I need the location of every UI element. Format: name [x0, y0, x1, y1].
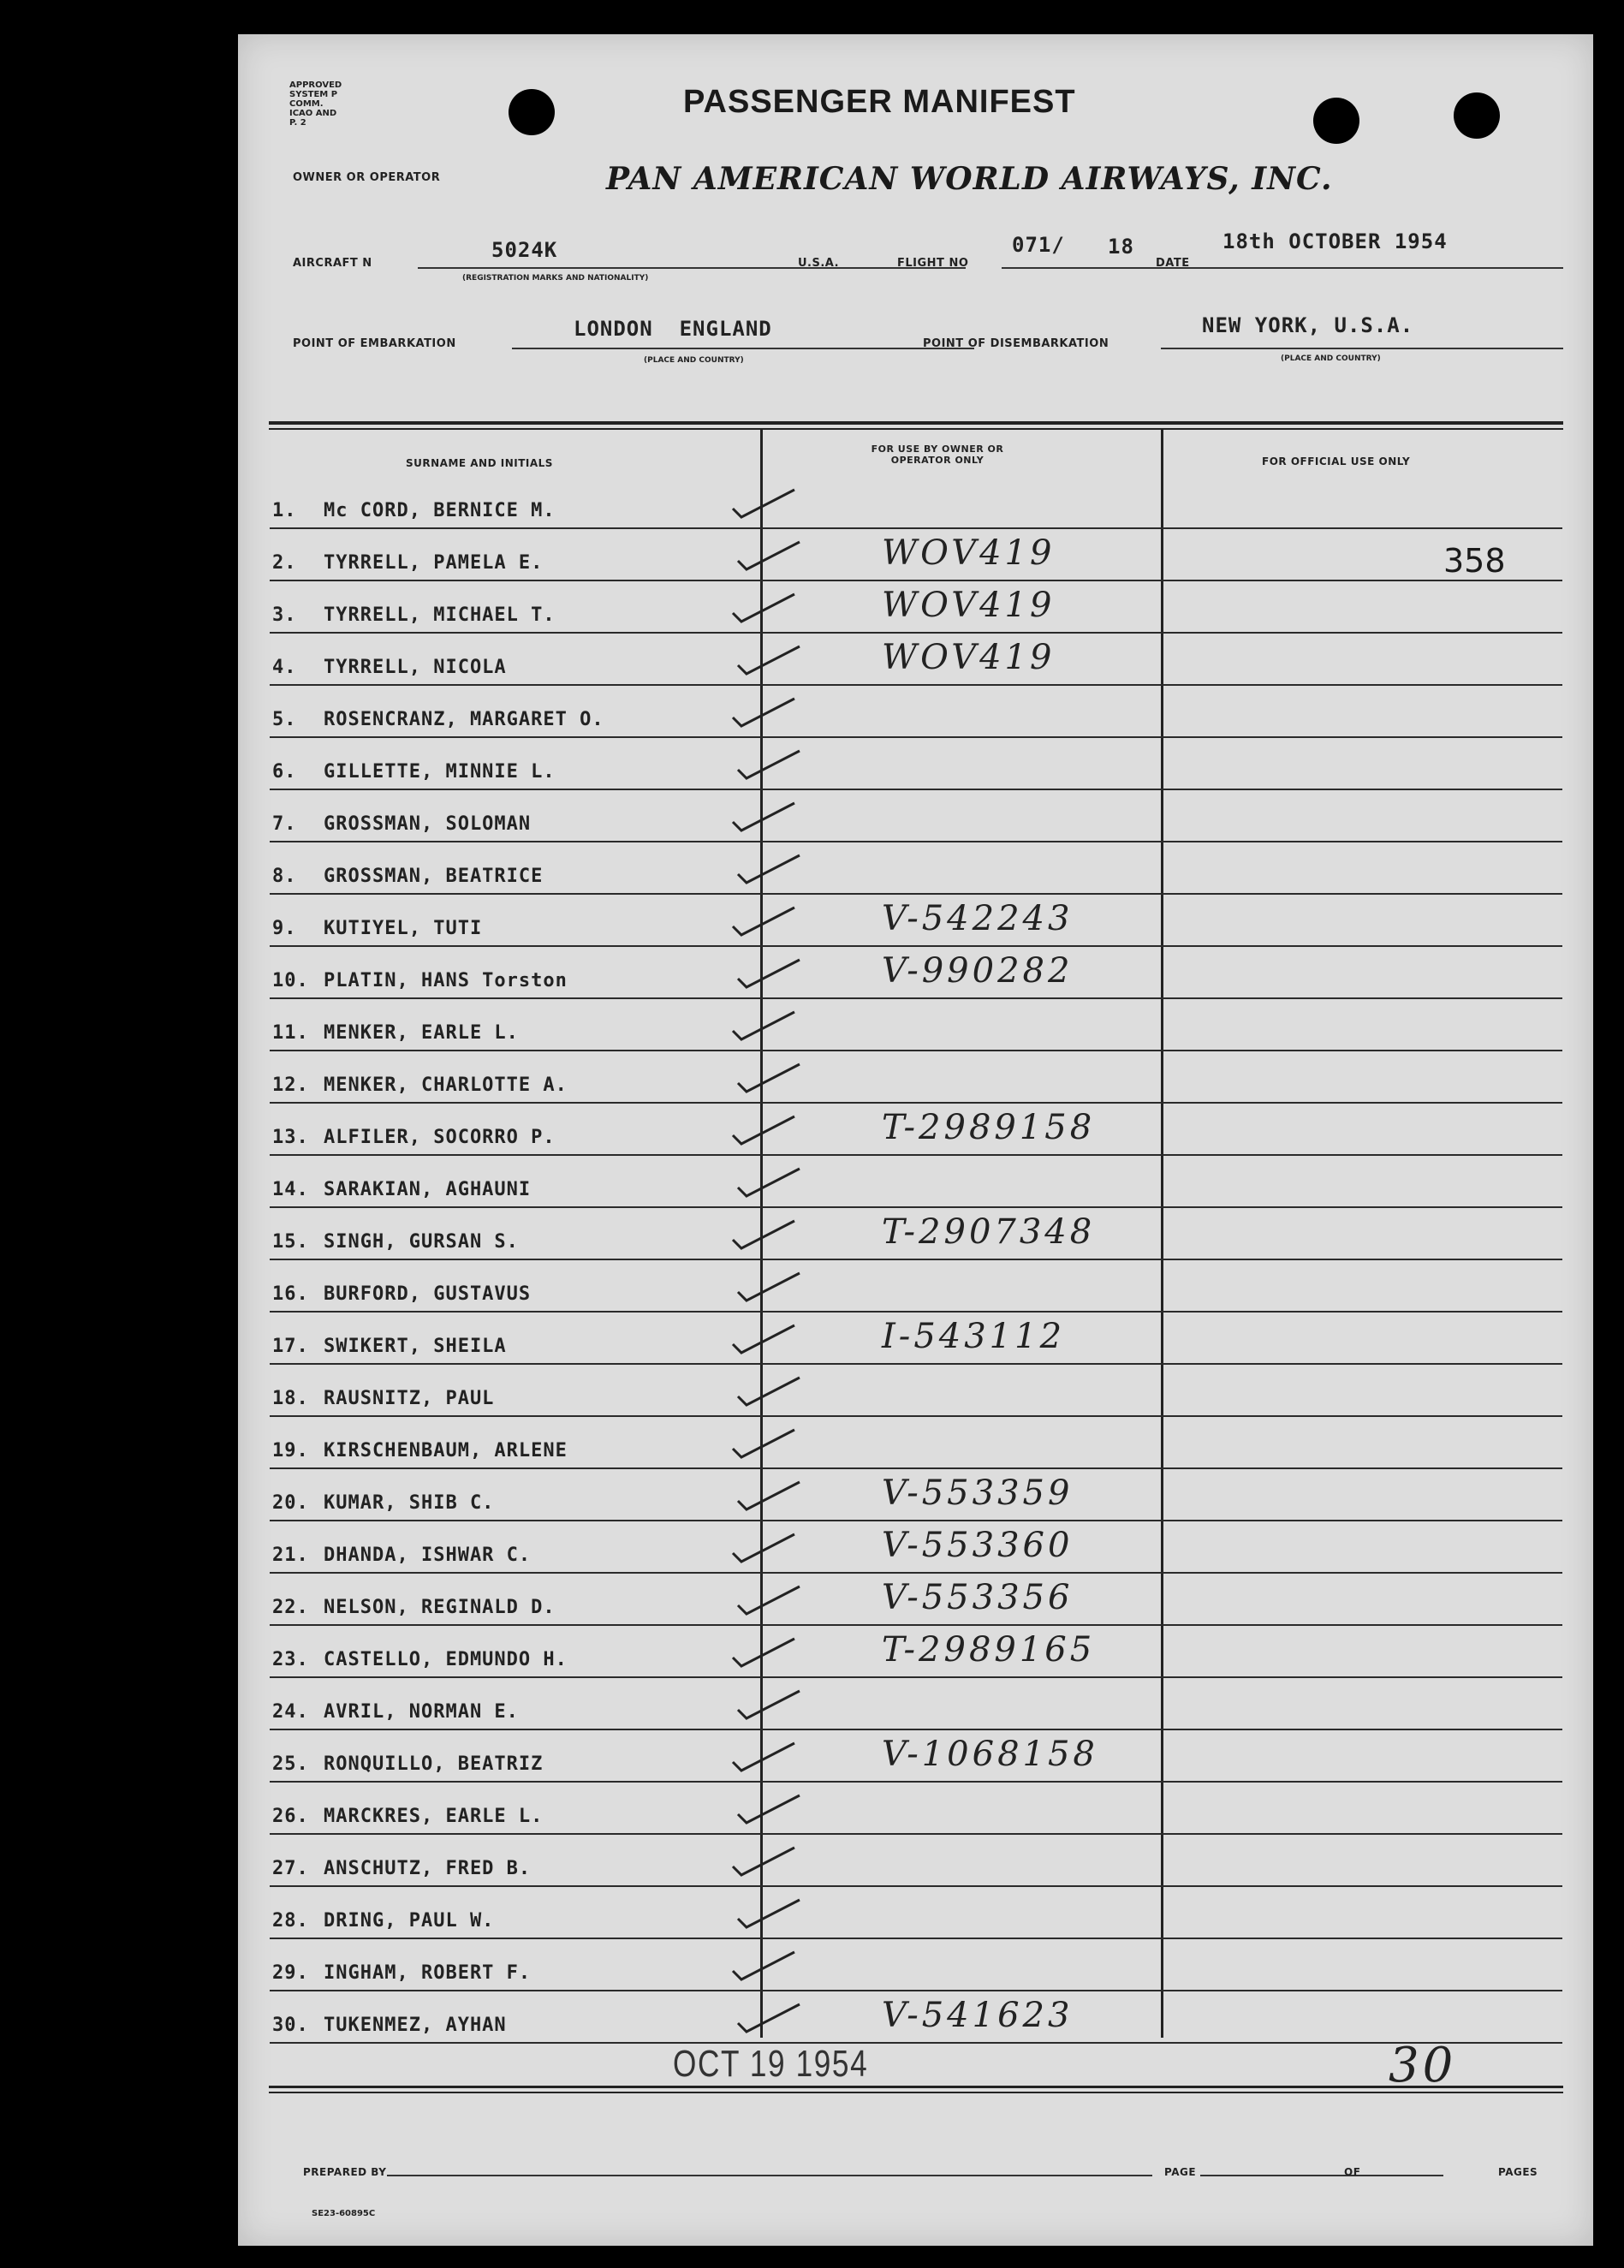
approved-stamp-line: COMM.	[289, 99, 324, 109]
approved-stamp-line: ICAO AND	[289, 109, 337, 118]
aircraft-value: 5024K	[491, 238, 558, 262]
approved-stamp-line: P. 2	[289, 118, 306, 128]
check-mark	[735, 953, 803, 1005]
check-mark	[729, 692, 798, 744]
check-mark	[735, 1789, 803, 1841]
passenger-name: GROSSMAN, BEATRICE	[324, 866, 544, 887]
disembark-value: NEW YORK, U.S.A.	[1202, 313, 1414, 337]
flight-value-2: 18	[1108, 235, 1134, 259]
table-row-line	[270, 1833, 1562, 1835]
date-value: 18th OCTOBER 1954	[1222, 229, 1448, 253]
passenger-number: 17.	[272, 1336, 309, 1357]
passenger-number: 12.	[272, 1074, 309, 1096]
passenger-name: ANSCHUTZ, FRED B.	[324, 1858, 532, 1879]
table-row-line	[270, 632, 1562, 634]
passenger-number: 1.	[272, 500, 297, 521]
passenger-name: TUKENMEZ, AYHAN	[324, 2015, 507, 2036]
table-row-line	[270, 1781, 1562, 1783]
table-row-line	[270, 1624, 1562, 1626]
passenger-name: NELSON, REGINALD D.	[324, 1597, 556, 1618]
check-mark	[729, 1527, 798, 1580]
passenger-number: 2.	[272, 552, 297, 574]
passenger-number: 28.	[272, 1910, 309, 1932]
table-row-line	[270, 945, 1562, 947]
table-row-line	[270, 841, 1562, 842]
total-count: 30	[1389, 2038, 1457, 2093]
prepared-by-underline	[387, 2175, 1152, 2176]
table-row-line	[270, 789, 1562, 790]
received-date-stamp: OCT 19 1954	[673, 2043, 869, 2085]
passenger-name: MARCKRES, EARLE L.	[324, 1806, 544, 1827]
embark-underline	[512, 348, 974, 349]
column-header-surname: SURNAME AND INITIALS	[406, 457, 553, 469]
embark-caption: (PLACE AND COUNTRY)	[644, 356, 744, 365]
passenger-name: RONQUILLO, BEATRIZ	[324, 1753, 544, 1775]
passenger-name: PLATIN, HANS Torston	[324, 970, 568, 991]
passenger-name: MENKER, EARLE L.	[324, 1022, 519, 1044]
passenger-name: GROSSMAN, SOLOMAN	[324, 813, 532, 835]
check-mark	[729, 587, 798, 640]
owner-note: T-2989158	[882, 1108, 1096, 1147]
approved-stamp-line: SYSTEM P	[289, 90, 338, 99]
passenger-number: 8.	[272, 866, 297, 887]
owner-note: WOV419	[882, 586, 1056, 625]
flight-value: 071/	[1012, 233, 1065, 257]
table-row-line	[270, 1885, 1562, 1887]
table-row-line	[270, 1729, 1562, 1730]
disembark-underline	[1161, 348, 1563, 349]
table-row-line	[270, 684, 1562, 686]
passenger-name: KIRSCHENBAUM, ARLENE	[324, 1440, 568, 1461]
table-row-line	[270, 527, 1562, 529]
passenger-number: 11.	[272, 1022, 309, 1044]
owner-note: T-2989165	[882, 1630, 1096, 1670]
check-mark	[729, 796, 798, 848]
passenger-name: KUMAR, SHIB C.	[324, 1492, 495, 1514]
check-mark	[735, 1893, 803, 1945]
pages-label: PAGES	[1498, 2166, 1538, 2178]
table-row-line	[270, 1259, 1562, 1260]
owner-note: V-553360	[882, 1526, 1074, 1565]
column-header-owner: FOR USE BY OWNER OR OPERATOR ONLY	[871, 443, 1004, 466]
table-row-line	[270, 2042, 1562, 2044]
passenger-number: 30.	[272, 2015, 309, 2036]
punch-hole-2	[1313, 98, 1359, 144]
check-mark	[735, 1580, 803, 1632]
passenger-name: DHANDA, ISHWAR C.	[324, 1545, 532, 1566]
table-row-line	[270, 1363, 1562, 1365]
check-mark	[729, 1423, 798, 1475]
column-header-official: FOR OFFICIAL USE ONLY	[1262, 455, 1411, 467]
passenger-number: 5.	[272, 709, 297, 730]
disembark-caption: (PLACE AND COUNTRY)	[1281, 354, 1381, 363]
page-title: PASSENGER MANIFEST	[683, 84, 1076, 120]
manifest-sheet	[238, 34, 1593, 2246]
check-mark	[735, 1997, 803, 2050]
passenger-name: TYRRELL, NICOLA	[324, 657, 507, 678]
passenger-name: ROSENCRANZ, MARGARET O.	[324, 709, 604, 730]
prepared-by-label: PREPARED BY	[303, 2166, 387, 2178]
passenger-number: 22.	[272, 1597, 309, 1618]
passenger-name: INGHAM, ROBERT F.	[324, 1962, 532, 1984]
passenger-number: 13.	[272, 1127, 309, 1148]
passenger-number: 10.	[272, 970, 309, 991]
punch-hole-3	[1454, 92, 1500, 139]
check-mark	[729, 1214, 798, 1266]
owner-note: V-553359	[882, 1473, 1074, 1513]
passenger-number: 7.	[272, 813, 297, 835]
check-mark	[729, 1005, 798, 1057]
passenger-name: TYRRELL, MICHAEL T.	[324, 604, 556, 626]
of-label: OF	[1344, 2166, 1361, 2178]
table-row-line	[270, 1467, 1562, 1469]
table-row-line	[270, 1676, 1562, 1678]
passenger-name: DRING, PAUL W.	[324, 1910, 495, 1932]
aircraft-underline	[418, 267, 966, 269]
table-row-line	[270, 1572, 1562, 1574]
punch-hole-1	[509, 89, 555, 135]
passenger-number: 26.	[272, 1806, 309, 1827]
check-mark	[729, 1110, 798, 1162]
usa-label: U.S.A.	[798, 257, 840, 270]
check-mark	[729, 483, 798, 535]
approved-stamp	[289, 80, 342, 128]
table-row-line	[270, 580, 1562, 581]
passenger-number: 21.	[272, 1545, 309, 1566]
passenger-name: Mc CORD, BERNICE M.	[324, 500, 556, 521]
embark-value: LONDON ENGLAND	[574, 317, 772, 341]
check-mark	[735, 1162, 803, 1214]
flight-label: FLIGHT NO	[897, 257, 969, 270]
page-label: PAGE	[1164, 2166, 1197, 2178]
check-mark	[735, 1684, 803, 1736]
table-row-line	[270, 1415, 1562, 1417]
passenger-number: 15.	[272, 1231, 309, 1253]
passenger-number: 9.	[272, 918, 297, 939]
table-row-line	[270, 1520, 1562, 1521]
flight-underline	[1002, 267, 1563, 269]
table-top-rule	[269, 421, 1563, 425]
check-mark	[735, 744, 803, 796]
check-mark	[729, 1319, 798, 1371]
passenger-name: AVRIL, NORMAN E.	[324, 1701, 519, 1723]
passenger-number: 24.	[272, 1701, 309, 1723]
form-number: SE23-60895C	[312, 2209, 376, 2218]
passenger-number: 16.	[272, 1283, 309, 1305]
owner-note: V-1068158	[882, 1735, 1098, 1774]
table-row-line	[270, 1990, 1562, 1991]
check-mark	[735, 848, 803, 901]
owner-note: V-553356	[882, 1578, 1074, 1617]
table-row-line	[270, 1154, 1562, 1156]
passenger-number: 23.	[272, 1649, 309, 1670]
table-row-line	[270, 1311, 1562, 1313]
owner-note: V-541623	[882, 1996, 1074, 2035]
column-divider-2	[1161, 428, 1163, 2038]
check-mark	[729, 1736, 798, 1789]
table-row-line	[270, 1050, 1562, 1051]
official-note: 358	[1443, 542, 1506, 580]
owner-label: OWNER OR OPERATOR	[293, 171, 441, 184]
table-row-line	[270, 1206, 1562, 1208]
passenger-number: 4.	[272, 657, 297, 678]
table-row-line	[270, 1938, 1562, 1939]
passenger-name: SARAKIAN, AGHAUNI	[324, 1179, 532, 1200]
passenger-number: 6.	[272, 761, 297, 783]
passenger-name: GILLETTE, MINNIE L.	[324, 761, 556, 783]
table-bottom-rule	[269, 2086, 1563, 2088]
date-label: DATE	[1156, 257, 1190, 270]
passenger-name: SWIKERT, SHEILA	[324, 1336, 507, 1357]
passenger-number: 19.	[272, 1440, 309, 1461]
table-bottom-rule-2	[269, 2092, 1563, 2093]
owner-note: V-990282	[882, 951, 1074, 991]
aircraft-label: AIRCRAFT N	[293, 257, 372, 270]
table-top-rule-2	[269, 428, 1563, 430]
passenger-name: RAUSNITZ, PAUL	[324, 1388, 495, 1409]
table-row-line	[270, 736, 1562, 738]
check-mark	[735, 1475, 803, 1527]
table-row-line	[270, 893, 1562, 895]
passenger-name: KUTIYEL, TUTI	[324, 918, 483, 939]
check-mark	[729, 1841, 798, 1893]
passenger-name: TYRRELL, PAMELA E.	[324, 552, 544, 574]
passenger-name: BURFORD, GUSTAVUS	[324, 1283, 532, 1305]
passenger-name: SINGH, GURSAN S.	[324, 1231, 519, 1253]
owner-note: WOV419	[882, 638, 1056, 677]
passenger-number: 3.	[272, 604, 297, 626]
check-mark	[729, 1632, 798, 1684]
check-mark	[735, 640, 803, 692]
table-row-line	[270, 997, 1562, 999]
passenger-number: 27.	[272, 1858, 309, 1879]
owner-note: T-2907348	[882, 1212, 1096, 1252]
approved-stamp-line: APPROVED	[289, 80, 342, 90]
owner-note: WOV419	[882, 533, 1056, 573]
check-mark	[729, 1945, 798, 1997]
owner-value: PAN AMERICAN WORLD AIRWAYS, INC.	[606, 161, 1333, 197]
passenger-name: MENKER, CHARLOTTE A.	[324, 1074, 568, 1096]
passenger-number: 18.	[272, 1388, 309, 1409]
passenger-name: CASTELLO, EDMUNDO H.	[324, 1649, 568, 1670]
table-row-line	[270, 1102, 1562, 1104]
passenger-number: 25.	[272, 1753, 309, 1775]
check-mark	[735, 1057, 803, 1110]
registration-caption: (REGISTRATION MARKS AND NATIONALITY)	[462, 274, 649, 283]
owner-note: V-542243	[882, 899, 1074, 938]
owner-note: I-543112	[882, 1317, 1066, 1356]
passenger-number: 29.	[272, 1962, 309, 1984]
passenger-number: 14.	[272, 1179, 309, 1200]
check-mark	[735, 535, 803, 587]
embark-label: POINT OF EMBARKATION	[293, 337, 456, 350]
passenger-name: ALFILER, SOCORRO P.	[324, 1127, 556, 1148]
page-underline	[1200, 2175, 1443, 2176]
passenger-number: 20.	[272, 1492, 309, 1514]
check-mark	[735, 1371, 803, 1423]
disembark-label: POINT OF DISEMBARKATION	[923, 337, 1109, 350]
check-mark	[735, 1266, 803, 1319]
check-mark	[729, 901, 798, 953]
